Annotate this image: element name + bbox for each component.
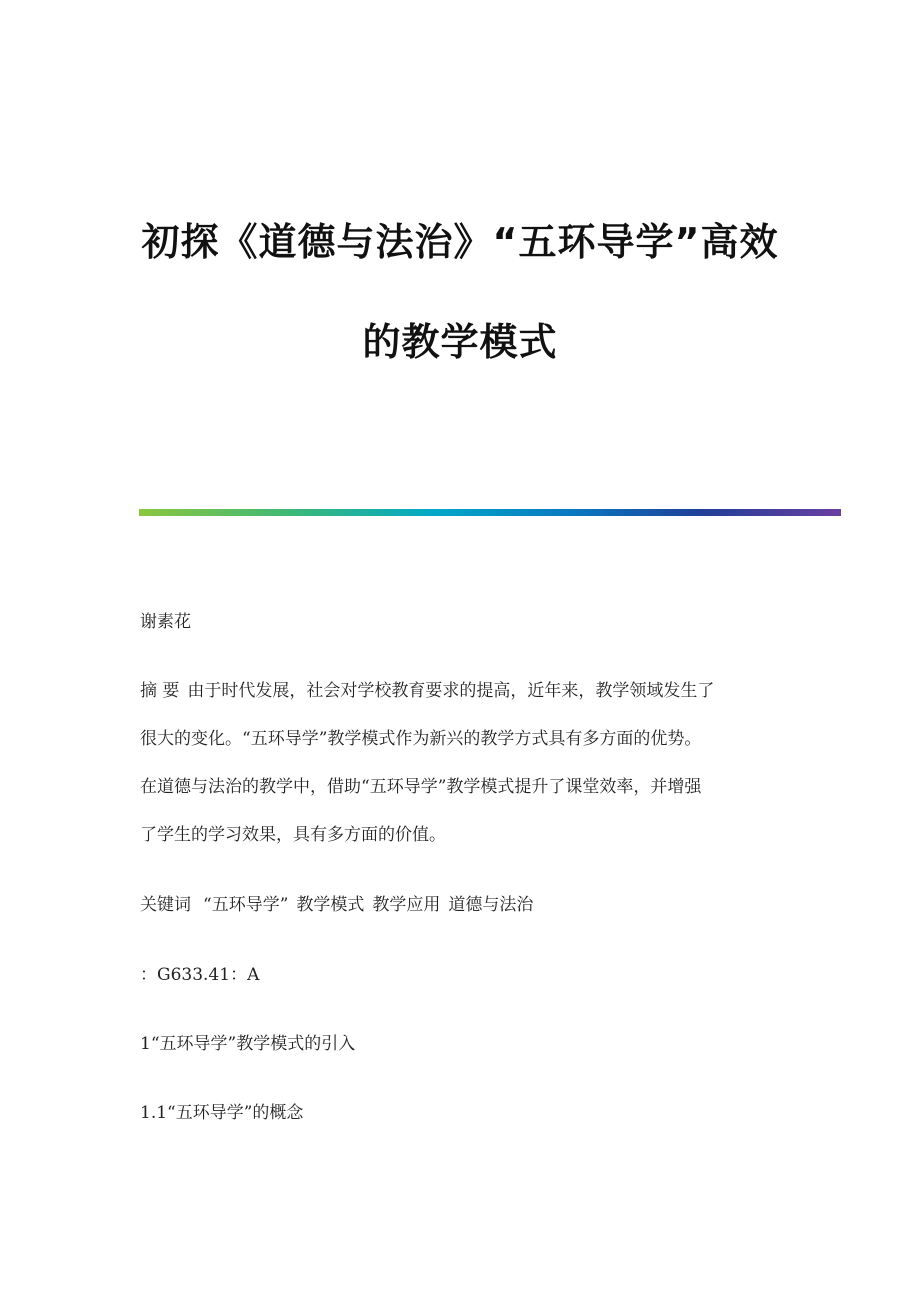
abstract-text: 由于时代发展，社会对学校教育要求的提高，近年来，教学领域发生了	[187, 681, 715, 701]
keyword-item: 道德与法治	[448, 895, 534, 915]
keyword-item: 教学应用	[372, 895, 441, 915]
title-divider	[139, 509, 841, 516]
abstract-label: 摘 要	[140, 681, 180, 701]
classification-code: ：G633.41：A	[140, 965, 260, 985]
section-heading-1: 1“五环导学”教学模式的引入	[140, 1034, 356, 1054]
author-name: 谢素花	[140, 612, 191, 632]
section-heading-1-1: 1.1“五环导学”的概念	[140, 1103, 304, 1123]
abstract-line-1	[140, 679, 780, 703]
keyword-item: “五环导学”	[203, 895, 289, 915]
keywords-line	[140, 893, 780, 917]
abstract-line-4: 了学生的学习效果，具有多方面的价值。	[140, 825, 446, 845]
title-line-1: 初探《道德与法治》“五环导学”高效	[141, 220, 779, 264]
keyword-item: 教学模式	[296, 895, 365, 915]
abstract-line-2: 很大的变化。“五环导学”教学模式作为新兴的教学方式具有多方面的优势。	[140, 729, 702, 749]
keywords-label: 关键词	[140, 895, 191, 915]
document-title	[0, 222, 920, 362]
title-line-2: 的教学模式	[362, 320, 558, 364]
abstract-line-3: 在道德与法治的教学中，借助“五环导学”教学模式提升了课堂效率，并增强	[140, 777, 702, 797]
